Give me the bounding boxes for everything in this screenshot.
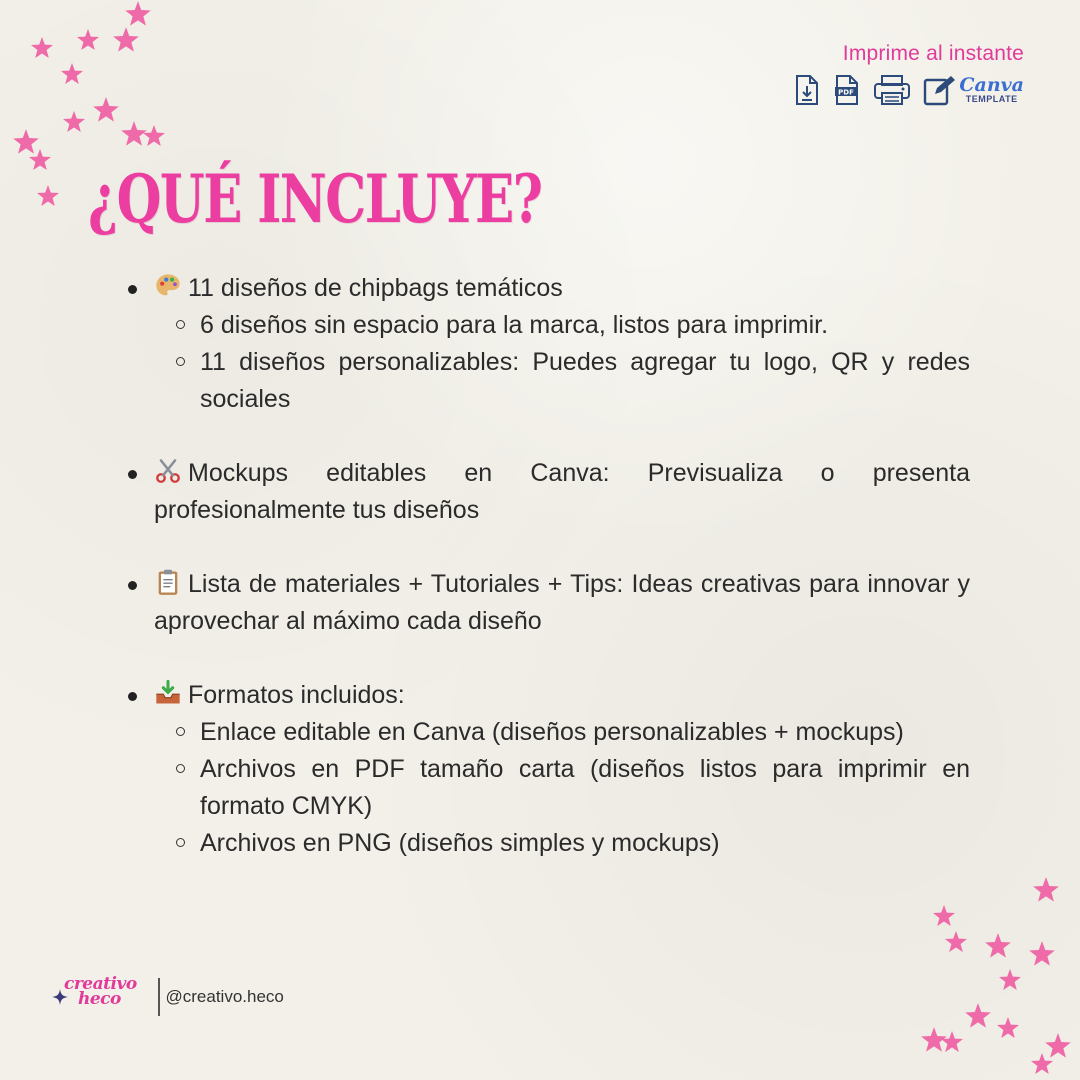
canva-template-label: TEMPLATE	[965, 94, 1018, 104]
list-item	[128, 566, 970, 640]
svg-text:PDF: PDF	[838, 88, 855, 97]
star-icon	[60, 62, 84, 86]
star-icon	[996, 1016, 1020, 1040]
inbox-tray-icon	[154, 679, 182, 707]
sub-list-item: Enlace editable en Canva (diseños personalizables + mockups)	[172, 714, 970, 751]
edit-icon	[923, 74, 955, 106]
download-file-icon	[793, 74, 821, 106]
canva-logo	[959, 76, 1024, 104]
printer-icon	[873, 74, 911, 106]
sub-list-item: 11 diseños personalizables: Puedes agregar tu logo, QR y redes sociales	[172, 344, 970, 418]
footer	[52, 975, 284, 1019]
star-icon	[932, 904, 956, 928]
list-item	[128, 455, 970, 529]
star-icon	[984, 932, 1012, 960]
star-icon	[28, 148, 52, 172]
list-item	[128, 677, 970, 714]
scissors-icon	[154, 457, 182, 485]
item-text: Formatos incluidos:	[188, 681, 405, 709]
header-badge	[793, 42, 1024, 106]
page-title: ¿QUÉ INCLUYE?	[88, 160, 542, 238]
brand-line-1: creativo	[64, 974, 137, 994]
item-text: Lista de materiales + Tutoriales + Tips: Ideas creativas para innovar y aprovechar al máximo cada diseño	[154, 570, 970, 635]
sub-list-item: Archivos en PDF tamaño carta (diseños listos para imprimir en formato CMYK)	[172, 751, 970, 825]
sub-list-item: Archivos en PNG (diseños simples y mockups)	[172, 825, 970, 862]
footer-divider	[158, 978, 160, 1016]
pdf-file-icon	[833, 74, 861, 106]
brand-logo	[52, 975, 150, 1019]
star-icon	[62, 110, 86, 134]
social-handle[interactable]: @creativo.heco	[165, 987, 284, 1006]
star-icon	[944, 930, 968, 954]
star-icon	[964, 1002, 992, 1030]
list-item	[128, 270, 970, 307]
brand-wordmark	[64, 974, 137, 1009]
tagline: Imprime al instante	[842, 42, 1024, 65]
star-icon	[1030, 1052, 1054, 1076]
feature-list	[128, 270, 970, 862]
clipboard-icon	[154, 568, 182, 596]
format-icons	[793, 74, 1024, 106]
star-icon	[92, 96, 120, 124]
star-icon	[112, 26, 140, 54]
star-icon	[76, 28, 100, 52]
sub-list	[128, 714, 970, 862]
star-icon	[124, 0, 152, 28]
palette-icon	[154, 272, 182, 300]
star-icon	[30, 36, 54, 60]
sub-list-item: 6 diseños sin espacio para la marca, listos para imprimir.	[172, 307, 970, 344]
star-icon	[1032, 876, 1060, 904]
canva-wordmark: Canva	[959, 74, 1024, 96]
canva-template-badge	[923, 74, 1024, 106]
item-text: Mockups editables en Canva: Previsualiza o presenta profesionalmente tus diseños	[154, 459, 970, 524]
sub-list	[128, 307, 970, 418]
star-icon	[1028, 940, 1056, 968]
star-icon	[998, 968, 1022, 992]
star-icon	[940, 1030, 964, 1054]
item-text: 11 diseños de chipbags temáticos	[188, 274, 563, 302]
star-icon	[36, 184, 60, 208]
star-icon	[142, 124, 166, 148]
brand-line-2: heco	[78, 989, 121, 1009]
